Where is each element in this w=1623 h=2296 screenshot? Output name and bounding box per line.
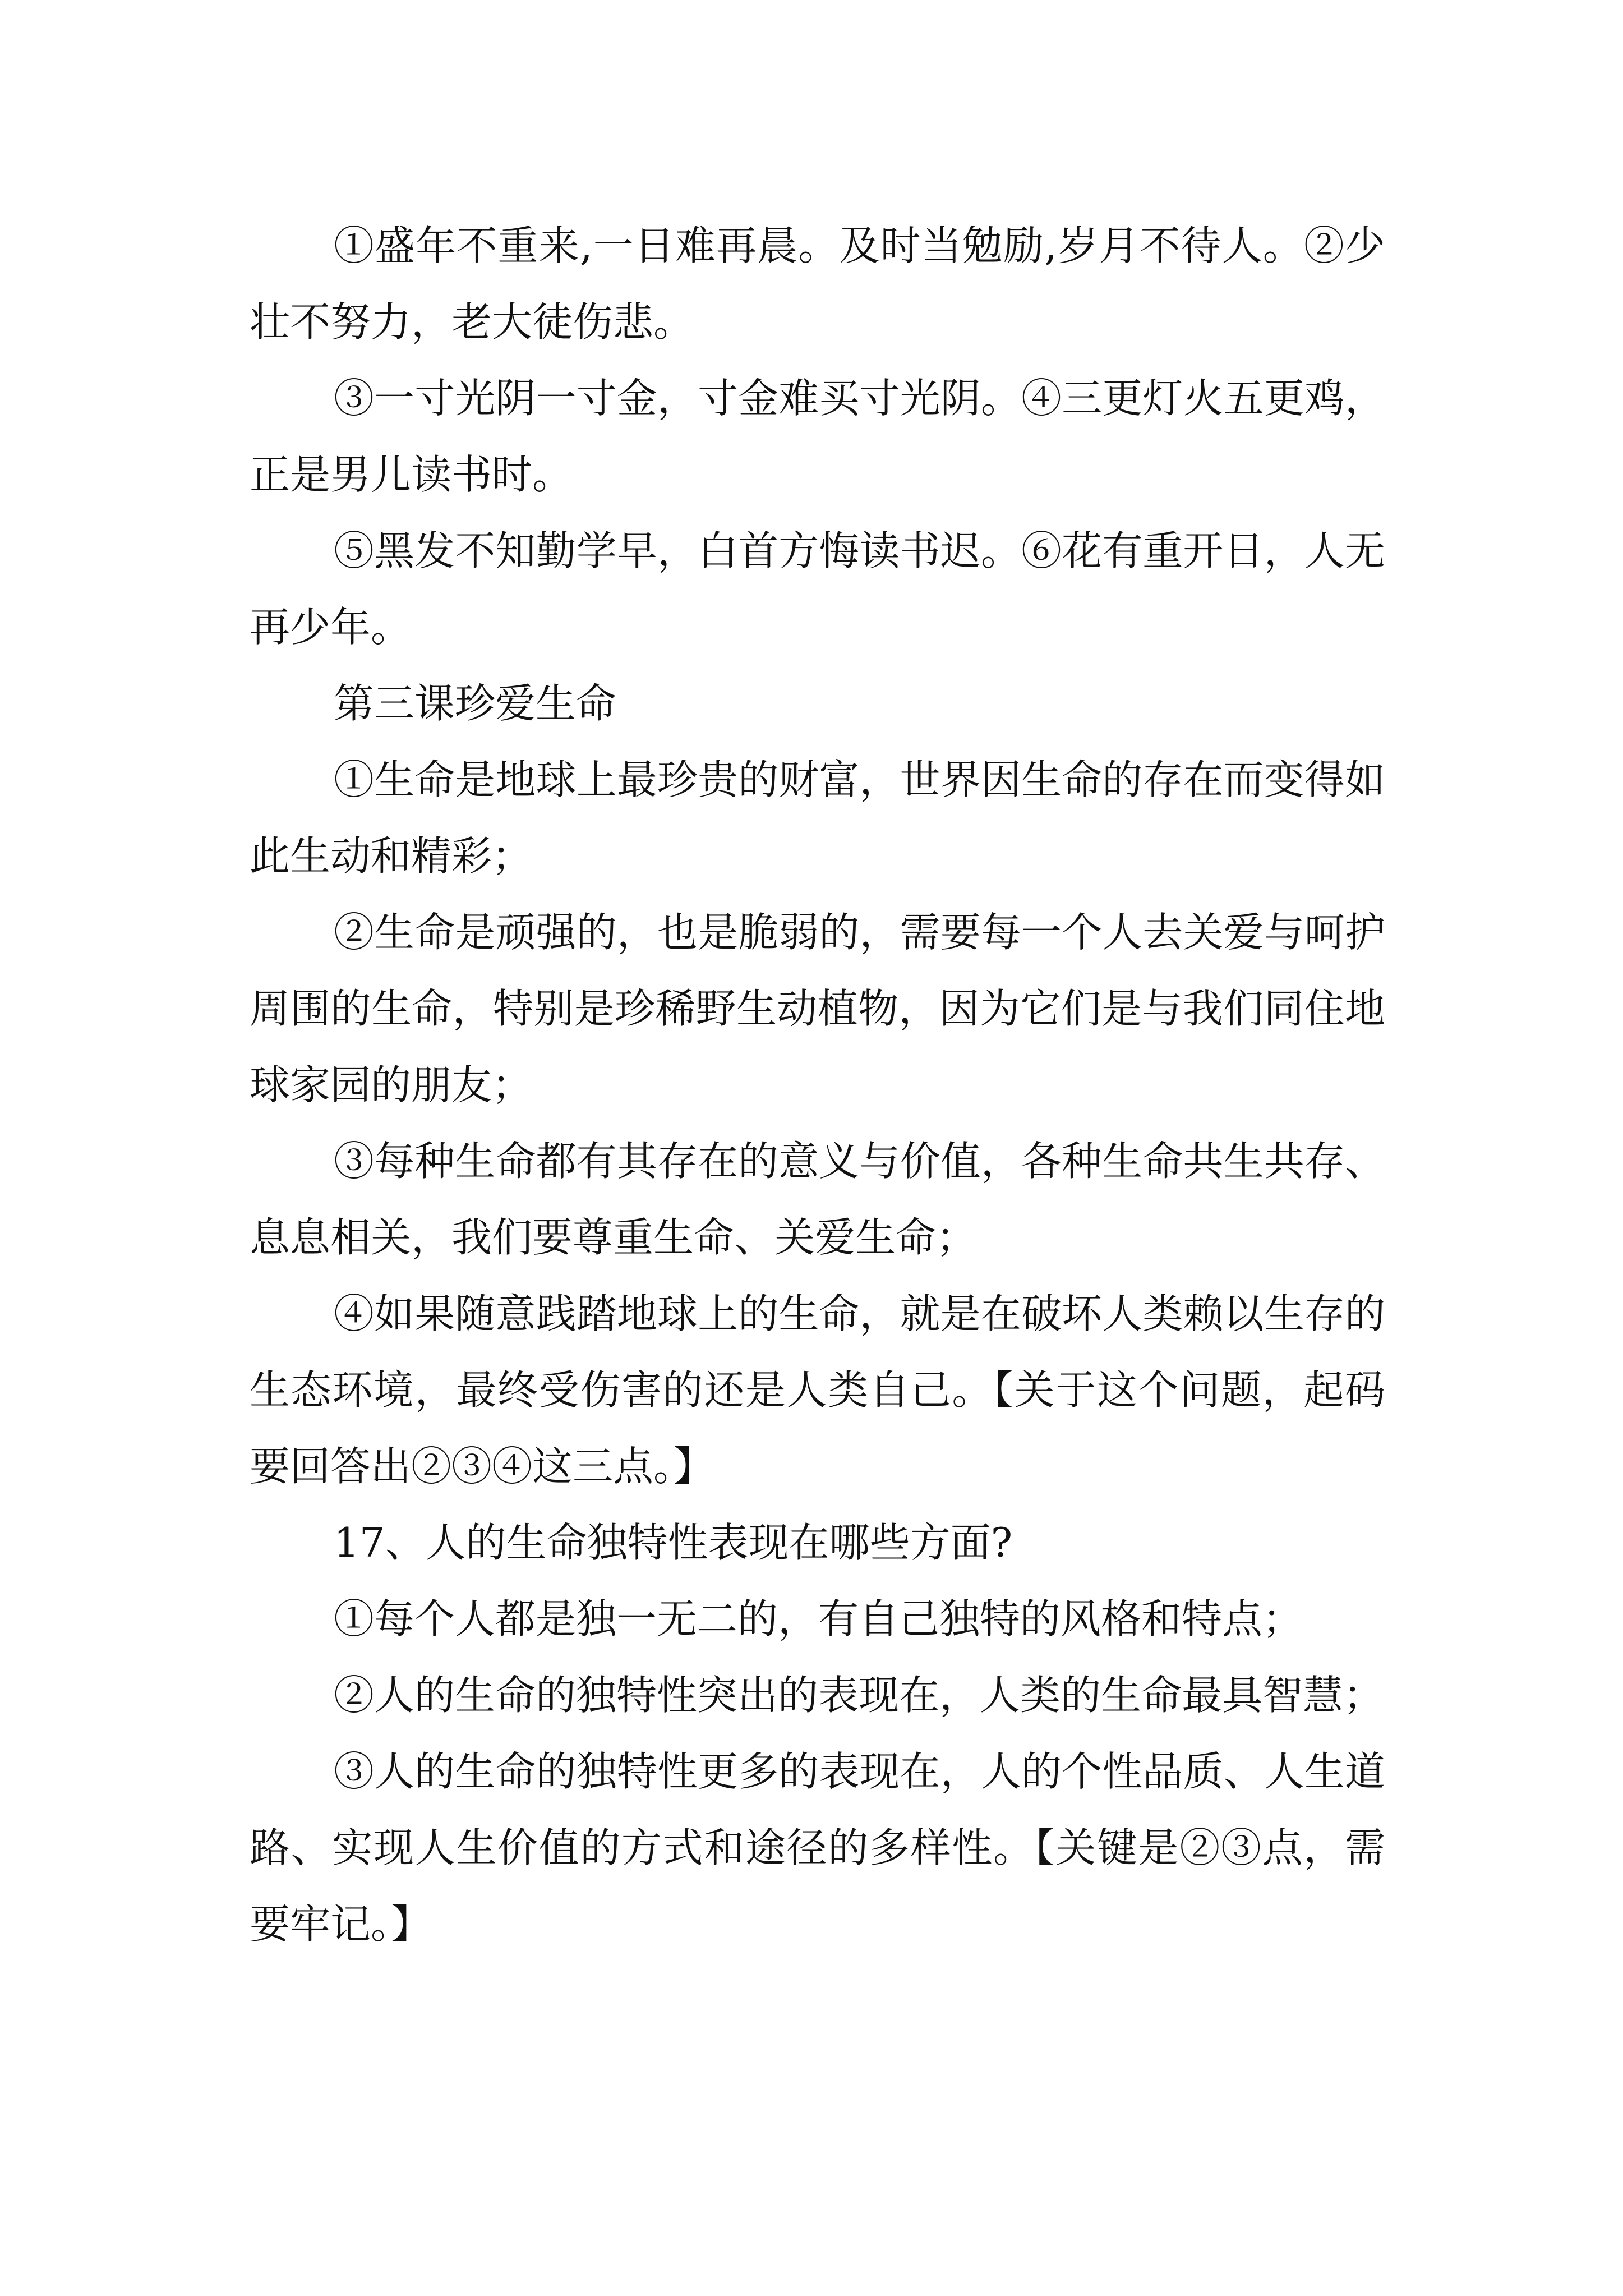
question-17: 17、人的生命独特性表现在哪些方面?	[334, 1519, 1013, 1566]
paragraph-life-point-4: ④如果随意践踏地球上的生命，就是在破坏人类赖以生存的生态环境，最终受伤害的还是人类自己。【关于这个问题，起码要回答出②③④这三点。】	[250, 1290, 1385, 1490]
paragraph-proverbs-2: ③一寸光阴一寸金，寸金难买寸光阴。④三更灯火五更鸡，正是男儿读书时。	[250, 375, 1385, 498]
section-heading: 第三课珍爱生命	[334, 680, 617, 727]
answer-point-2: ②人的生命的独特性突出的表现在，人类的生命最具智慧；	[334, 1672, 1384, 1719]
paragraph-proverbs-1: ①盛年不重来,一日难再晨。及时当勉励,岁月不待人。②少壮不努力，老大徒伤悲。	[250, 222, 1385, 346]
answer-point-3: ③人的生命的独特性更多的表现在，人的个性品质、人生道路、实现人生价值的方式和途径的多样性。【关键是②③点，需要牢记。】	[250, 1748, 1385, 1948]
paragraph-life-point-3: ③每种生命都有其存在的意义与价值，各种生命共生共存、息息相关，我们要尊重生命、关爱生命；	[250, 1138, 1385, 1261]
paragraph-proverbs-3: ⑤黑发不知勤学早，白首方悔读书迟。⑥花有重开日，人无再少年。	[250, 527, 1385, 651]
paragraph-life-point-2: ②生命是顽强的，也是脆弱的，需要每一个人去关爱与呵护周围的生命，特别是珍稀野生动植物，因为它们是与我们同住地球家园的朋友；	[250, 909, 1385, 1108]
paragraph-life-point-1: ①生命是地球上最珍贵的财富，世界因生命的存在而变得如此生动和精彩；	[250, 756, 1385, 880]
document-body	[250, 208, 1385, 1962]
answer-point-1: ①每个人都是独一无二的，有自己独特的风格和特点；	[334, 1595, 1303, 1642]
